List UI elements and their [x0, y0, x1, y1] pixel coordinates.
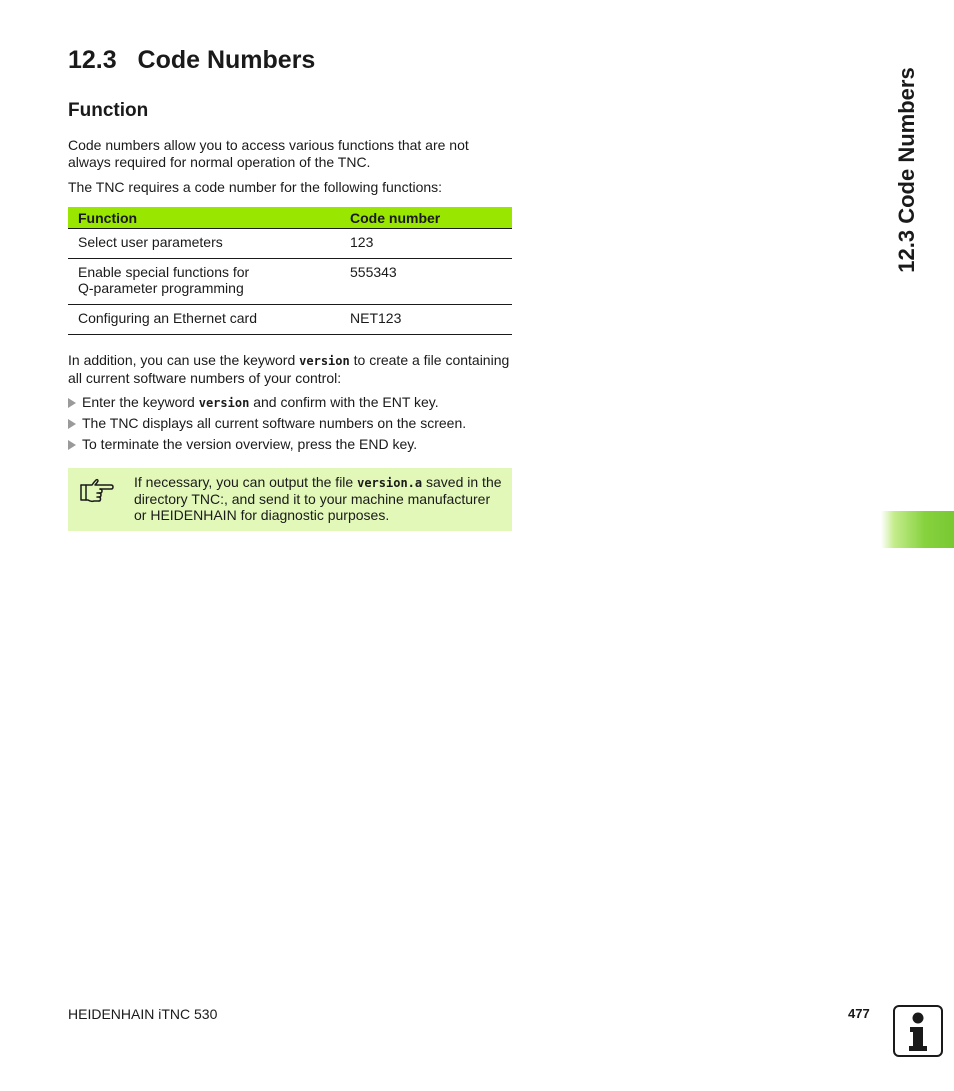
table-header-row — [68, 207, 512, 229]
keyword-version: version — [198, 396, 250, 410]
table-cell-code: 123 — [340, 229, 512, 259]
subsection-title: Function — [68, 100, 149, 121]
table-cell-function: Select user parameters — [68, 229, 340, 259]
table-header-code: Code number — [340, 207, 512, 229]
table-cell-function-line: Enable special functions for — [78, 264, 250, 280]
step-item — [68, 415, 466, 432]
keyword-paragraph-text: to create a file containing all current software numbers of your control: — [68, 352, 510, 386]
note-text-part: saved in the directory TNC:, and send it to your machine manufacturer or HEIDENHAIN for diagnostic purposes. — [134, 474, 502, 523]
keyword-paragraph-text: In addition, you can use the keyword — [68, 352, 300, 368]
side-thumb-tab — [881, 511, 954, 548]
note-text-part: If necessary, you can output the file — [134, 474, 358, 490]
code-number-table — [68, 207, 512, 335]
step-item — [68, 436, 417, 453]
note-box — [68, 468, 512, 531]
section-title — [68, 46, 315, 75]
table-row — [68, 229, 512, 259]
info-icon — [893, 1005, 943, 1057]
keyword-version: version — [299, 354, 350, 368]
table-cell-function — [68, 259, 340, 305]
triangle-bullet-icon — [68, 440, 76, 450]
pointing-hand-icon — [78, 476, 114, 504]
table-row — [68, 305, 512, 335]
triangle-bullet-icon — [68, 398, 76, 408]
section-title-text: Code Numbers — [137, 46, 316, 74]
table-cell-function-line: Q-parameter programming — [78, 280, 244, 296]
footer-product-name: HEIDENHAIN iTNC 530 — [68, 1006, 218, 1022]
step-text: and confirm with the ENT key. — [249, 394, 439, 410]
note-text — [134, 474, 506, 523]
step-text: The TNC displays all current software numbers on the screen. — [82, 415, 467, 431]
table-header-function: Function — [68, 207, 340, 229]
intro-paragraph: Code numbers allow you to access various functions that are not always required for normal operation of the TNC. — [68, 137, 469, 170]
table-row — [68, 259, 512, 305]
section-number: 12.3 — [68, 46, 117, 74]
table-cell-function: Configuring an Ethernet card — [68, 305, 340, 335]
table-cell-code: 555343 — [340, 259, 512, 305]
info-i-glyph — [895, 1007, 941, 1055]
triangle-bullet-icon — [68, 419, 76, 429]
step-item — [68, 394, 439, 412]
intro-paragraph: The TNC requires a code number for the following functions: — [68, 179, 443, 195]
table-cell-code: NET123 — [340, 305, 512, 335]
step-text: To terminate the version overview, press the END key. — [82, 436, 418, 452]
keyword-paragraph — [68, 352, 514, 387]
page-number: 477 — [848, 1006, 870, 1021]
step-text: Enter the keyword — [82, 394, 199, 410]
side-chapter-title: 12.3 Code Numbers — [894, 67, 919, 273]
keyword-filename: version.a — [357, 476, 423, 490]
